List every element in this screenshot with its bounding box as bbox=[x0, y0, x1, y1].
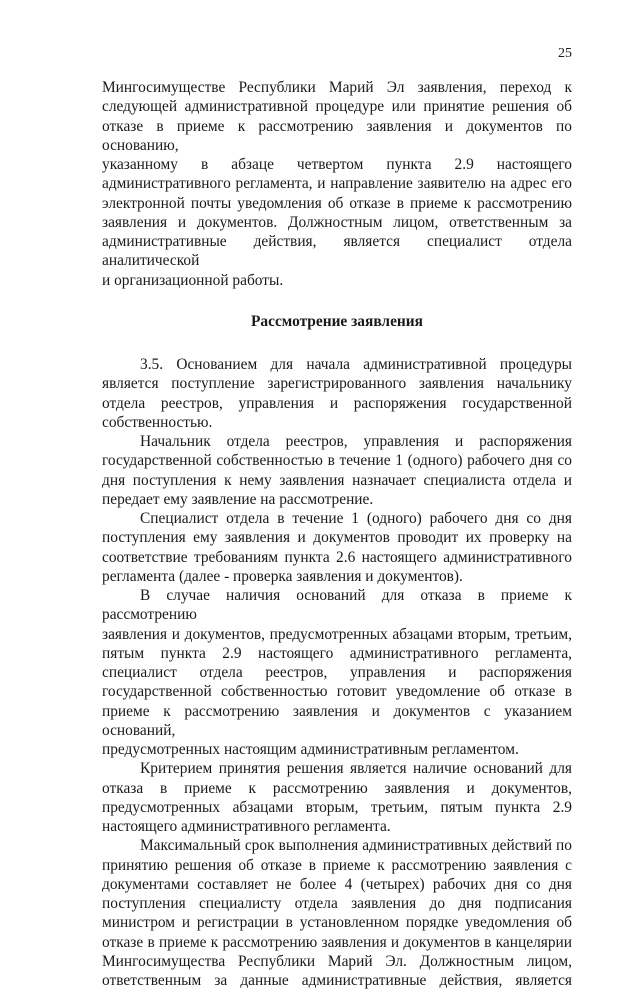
text-line: специалист отдела реестров, управления и распоряжения bbox=[102, 664, 572, 681]
text-line: поступления ему заявления и документов проводит их проверку на bbox=[102, 529, 572, 547]
text-line: административного регламента, и направление заявителю на адрес его bbox=[102, 175, 572, 193]
text-line: министром и регистрации в установленном порядке уведомления об bbox=[102, 914, 572, 932]
text-line: отдела реестров, управления и распоряжения государственной bbox=[102, 394, 572, 412]
paragraph-specialist-check bbox=[102, 509, 572, 586]
text-line: указанному в абзаце четвертом пункта 2.9 настоящего bbox=[102, 156, 572, 173]
text-line: отказа в приеме к рассмотрению заявления и документов, bbox=[102, 779, 572, 797]
text-line: отказе в приеме к рассмотрению заявления и документов по основанию, bbox=[102, 117, 572, 154]
text-line: поступления специалисту отдела заявления до дня подписания bbox=[102, 895, 572, 912]
paragraph-decision-criterion bbox=[102, 759, 572, 836]
text-line: Специалист отдела в течение 1 (одного) рабочего дня со дня bbox=[140, 510, 572, 527]
text-line: принятию решения об отказе в приеме к рассмотрению заявления с bbox=[102, 856, 572, 874]
text-line: является поступление зарегистрированного заявления начальнику bbox=[102, 375, 572, 393]
text-line: административные действия, является специалист отдела аналитической bbox=[102, 233, 572, 270]
text-line: государственной собственностью в течение 1 (одного) рабочего дня со bbox=[102, 452, 572, 470]
paragraph-3-5 bbox=[102, 355, 572, 432]
text-line: отказе в приеме к рассмотрению заявления и документов в канцелярии bbox=[102, 933, 572, 951]
paragraph-head-assigns bbox=[102, 432, 572, 509]
text-line: документами составляет не более 4 (четырех) рабочих дня со дня bbox=[102, 875, 572, 893]
text-line: предусмотренных абзацами вторым, третьим, пятым пункта 2.9 bbox=[102, 798, 572, 816]
text-line: пятым пункта 2.9 настоящего административного регламента, bbox=[102, 644, 572, 662]
text-line: государственной собственностью готовит уведомление об отказе в bbox=[102, 683, 572, 701]
text-line: предусмотренных настоящим административным регламентом. bbox=[102, 741, 519, 758]
text-line: Максимальный срок выполнения административных действий по bbox=[140, 837, 572, 855]
text-line: приеме к рассмотрению заявления и документов с указанием оснований, bbox=[102, 702, 572, 739]
text-line: Мингосимущества Республики Марий Эл. Должностным лицом, bbox=[102, 952, 572, 970]
text-line: Мингосимуществе Республики Марий Эл заявления, переход к bbox=[102, 79, 572, 96]
intro-paragraph bbox=[102, 78, 572, 290]
text-line: Начальник отдела реестров, управления и распоряжения bbox=[140, 433, 572, 450]
text-line: ответственным за данные административные действия, является bbox=[102, 972, 572, 989]
text-line: В случае наличия оснований для отказа в приеме к рассмотрению bbox=[102, 587, 572, 624]
section-heading: Рассмотрение заявления bbox=[251, 312, 423, 330]
text-line: 3.5. Основанием для начала административной процедуры bbox=[140, 356, 572, 373]
text-line: электронной почты уведомления об отказе в приеме к рассмотрению bbox=[102, 194, 572, 212]
text-line: регламента (далее - проверка заявления и документов). bbox=[102, 567, 463, 585]
text-line: дня поступления к нему заявления назначает специалиста отдела и bbox=[102, 471, 572, 489]
text-line: соответствие требованиям пункта 2.6 настоящего административного bbox=[102, 548, 572, 566]
text-line: и организационной работы. bbox=[102, 271, 284, 289]
text-line: заявления и документов, предусмотренных абзацами вторым, третьим, bbox=[102, 625, 572, 643]
paragraph-refusal-grounds bbox=[102, 586, 572, 759]
text-line: собственностью. bbox=[102, 413, 213, 431]
text-line: следующей административной процедуре или принятие решения об bbox=[102, 98, 572, 116]
text-line: заявления и документов. Должностным лицом, ответственным за bbox=[102, 213, 572, 231]
text-line: настоящего административного регламента. bbox=[102, 818, 391, 835]
text-line: передает ему заявление на рассмотрение. bbox=[102, 490, 374, 508]
paragraph-max-term bbox=[102, 836, 572, 990]
document-body bbox=[102, 78, 572, 990]
text-line: Критерием принятия решения является наличие оснований для bbox=[140, 760, 572, 778]
page-number: 25 bbox=[558, 46, 572, 61]
